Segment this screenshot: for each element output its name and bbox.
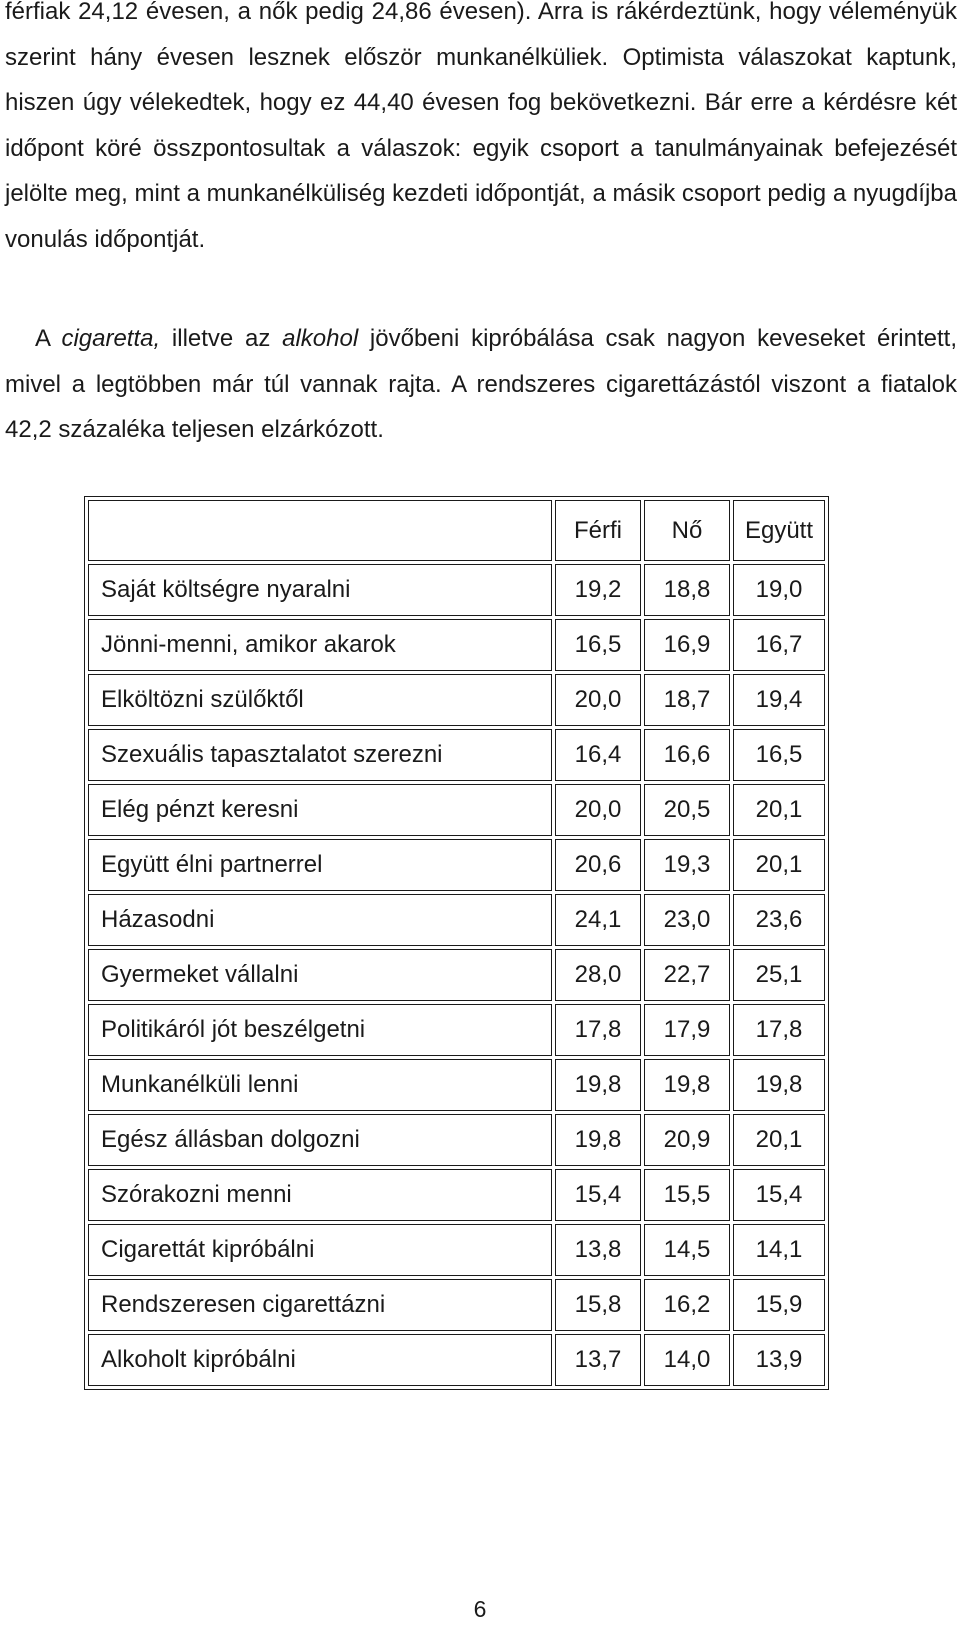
cell-egyutt: 15,9 <box>733 1279 825 1331</box>
cell-ferfi: 16,4 <box>555 729 641 781</box>
cell-egyutt: 19,4 <box>733 674 825 726</box>
table-row <box>88 949 825 1001</box>
page-number: 6 <box>473 1596 487 1622</box>
row-label: Alkoholt kipróbálni <box>88 1334 552 1386</box>
cell-ferfi: 20,6 <box>555 839 641 891</box>
cell-no: 17,9 <box>644 1004 730 1056</box>
body-paragraph-1: férfiak 24,12 évesen, a nők pedig 24,86 évesen). Arra is rákérdeztünk, hogy véleményük szerint hány évesen lesznek először munkanélküliek. Optimista válaszokat kaptunk, hiszen úgy vélekedtek, hogy ez 44,40 évesen fog bekövetkezni. Bár erre a kérdésre két időpont köré összpontosultak a válaszok: egyik csoport a tanulmányainak befejezését jelölte meg, mint a munkanélküliség kezdeti időpontját, a másik csoport pedig a nyugdíjba vonulás időpontját. <box>5 0 957 253</box>
table-row <box>88 894 825 946</box>
cell-egyutt: 20,1 <box>733 1114 825 1166</box>
header-no: Nő <box>644 500 730 561</box>
header-egyutt: Együtt <box>733 500 825 561</box>
cell-no: 22,7 <box>644 949 730 1001</box>
row-label: Együtt élni partnerrel <box>88 839 552 891</box>
table-row <box>88 1224 825 1276</box>
row-label: Cigarettát kipróbálni <box>88 1224 552 1276</box>
row-label: Házasodni <box>88 894 552 946</box>
row-label: Saját költségre nyaralni <box>88 564 552 616</box>
cell-egyutt: 14,1 <box>733 1224 825 1276</box>
paragraph-2-italic-cigaretta: cigaretta, <box>61 325 161 352</box>
cell-ferfi: 13,7 <box>555 1334 641 1386</box>
table-row <box>88 1004 825 1056</box>
body-paragraph-2 <box>5 316 957 453</box>
row-label: Politikáról jót beszélgetni <box>88 1004 552 1056</box>
cell-no: 19,8 <box>644 1059 730 1111</box>
table-header-row <box>88 500 825 561</box>
table-row <box>88 564 825 616</box>
cell-no: 18,8 <box>644 564 730 616</box>
paragraph-2-text-2: illetve az <box>160 325 283 352</box>
cell-ferfi: 15,8 <box>555 1279 641 1331</box>
cell-egyutt: 23,6 <box>733 894 825 946</box>
cell-egyutt: 17,8 <box>733 1004 825 1056</box>
cell-ferfi: 19,8 <box>555 1059 641 1111</box>
paragraph-2-text-1: A <box>35 325 62 352</box>
cell-no: 15,5 <box>644 1169 730 1221</box>
row-label: Elköltözni szülőktől <box>88 674 552 726</box>
cell-ferfi: 13,8 <box>555 1224 641 1276</box>
cell-ferfi: 20,0 <box>555 784 641 836</box>
table-row <box>88 839 825 891</box>
cell-ferfi: 17,8 <box>555 1004 641 1056</box>
cell-egyutt: 16,7 <box>733 619 825 671</box>
cell-no: 14,5 <box>644 1224 730 1276</box>
cell-egyutt: 25,1 <box>733 949 825 1001</box>
table-row <box>88 674 825 726</box>
cell-ferfi: 19,8 <box>555 1114 641 1166</box>
cell-no: 18,7 <box>644 674 730 726</box>
table-row <box>88 1279 825 1331</box>
age-milestones-table <box>84 496 829 1390</box>
paragraph-2-text-3: jövőbeni kipróbálása csak nagyon keveseket érintett, mivel a legtöbben már túl vannak rajta. A rendszeres cigarettázástól viszont a fiatalok 42,2 százaléka teljesen elzárkózott. <box>5 325 957 444</box>
age-table-wrapper <box>84 496 829 1390</box>
header-ferfi: Férfi <box>555 500 641 561</box>
cell-egyutt: 15,4 <box>733 1169 825 1221</box>
table-row <box>88 1169 825 1221</box>
row-label: Munkanélküli lenni <box>88 1059 552 1111</box>
paragraph-2-italic-alkohol: alkohol <box>282 325 359 352</box>
cell-ferfi: 24,1 <box>555 894 641 946</box>
cell-egyutt: 16,5 <box>733 729 825 781</box>
cell-no: 20,5 <box>644 784 730 836</box>
cell-no: 14,0 <box>644 1334 730 1386</box>
cell-no: 19,3 <box>644 839 730 891</box>
row-label: Gyermeket vállalni <box>88 949 552 1001</box>
cell-ferfi: 19,2 <box>555 564 641 616</box>
cell-egyutt: 20,1 <box>733 839 825 891</box>
row-label: Jönni-menni, amikor akarok <box>88 619 552 671</box>
table-row <box>88 1114 825 1166</box>
cell-ferfi: 16,5 <box>555 619 641 671</box>
cell-no: 16,6 <box>644 729 730 781</box>
row-label: Elég pénzt keresni <box>88 784 552 836</box>
table-row <box>88 1334 825 1386</box>
header-empty-cell <box>88 500 552 561</box>
cell-egyutt: 19,0 <box>733 564 825 616</box>
table-row <box>88 729 825 781</box>
cell-egyutt: 19,8 <box>733 1059 825 1111</box>
row-label: Szórakozni menni <box>88 1169 552 1221</box>
cell-ferfi: 28,0 <box>555 949 641 1001</box>
cell-no: 16,2 <box>644 1279 730 1331</box>
table-row <box>88 619 825 671</box>
cell-ferfi: 15,4 <box>555 1169 641 1221</box>
cell-ferfi: 20,0 <box>555 674 641 726</box>
table-row <box>88 784 825 836</box>
cell-egyutt: 13,9 <box>733 1334 825 1386</box>
cell-no: 16,9 <box>644 619 730 671</box>
cell-egyutt: 20,1 <box>733 784 825 836</box>
table-row <box>88 1059 825 1111</box>
row-label: Egész állásban dolgozni <box>88 1114 552 1166</box>
row-label: Rendszeresen cigarettázni <box>88 1279 552 1331</box>
row-label: Szexuális tapasztalatot szerezni <box>88 729 552 781</box>
cell-no: 23,0 <box>644 894 730 946</box>
cell-no: 20,9 <box>644 1114 730 1166</box>
